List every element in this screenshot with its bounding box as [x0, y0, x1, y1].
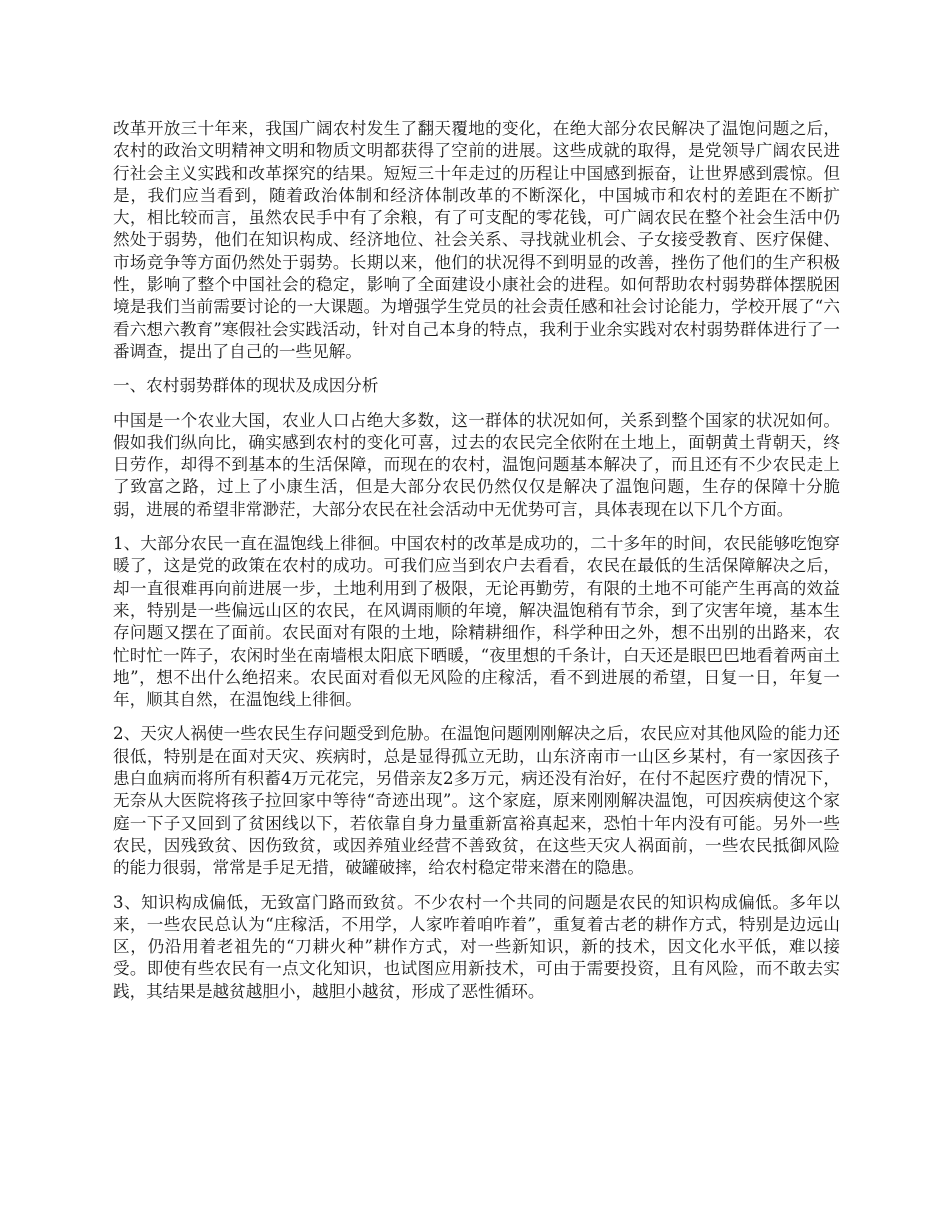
- point-3-paragraph: 3、知识构成偏低，无致富门路而致贫。不少农村一个共同的问题是农民的知识构成偏低。多年以来，一些农民总认为“庄稼活，不用学，人家咋着咱咋着”，重复着古老的耕作方式，特别是边远山区，仍沿用着老祖先的“刀耕火种”耕作方式，对一些新知识，新的技术，因文化水平低，难以接受。即使有些农民有一点文化知识，也试图应用新技术，可由于需要投资，且有风险，而不敢去实践，其结果是越贫越胆小，越胆小越贫，形成了恶性循环。: [113, 892, 840, 1001]
- point-1-paragraph: 1、大部分农民一直在温饱线上徘徊。中国农村的改革是成功的，二十多年的时间，农民能够吃饱穿暖了，这是党的政策在农村的成功。可我们应当到农户去看看，农民在最低的生活保障解决之后，却一直很难再向前进展一步，土地利用到了极限，无论再勤劳，有限的土地不可能产生再高的效益来，特别是一些偏远山区的农民，在风调雨顺的年境，解决温饱稍有节余，到了灾害年境，基本生存问题又摆在了面前。农民面对有限的土地，除精耕细作，科学种田之外，想不出别的出路来，农忙时忙一阵子，农闲时坐在南墙根太阳底下晒暖，“夜里想的千条计，白天还是眼巴巴地看着两亩土地”，想不出什么绝招来。农民面对看似无风险的庄稼活，看不到进展的希望，日复一日，年复一年，顺其自然，在温饱线上徘徊。: [113, 534, 840, 710]
- section-intro-paragraph: 中国是一个农业大国，农业人口占绝大多数，这一群体的状况如何，关系到整个国家的状况如何。假如我们纵向比，确实感到农村的变化可喜，过去的农民完全依附在土地上，面朝黄土背朝天，终日劳作，却得不到基本的生活保障，而现在的农村，温饱问题基本解决了，而且还有不少农民走上了致富之路，过上了小康生活，但是大部分农民仍然仅仅是解决了温饱问题，生存的保障十分脆弱，进展的希望非常渺茫，大部分农民在社会活动中无优势可言，具体表现在以下几个方面。: [113, 410, 840, 519]
- document-body: [113, 118, 840, 1015]
- section-heading: 一、农村弱势群体的现状及成因分析: [113, 376, 379, 396]
- point-2-paragraph: 2、天灾人祸使一些农民生存问题受到危胁。在温饱问题刚刚解决之后，农民应对其他风险的能力还很低，特别是在面对天灾、疾病时，总是显得孤立无助，山东济南市一山区乡某村，有一家因孩子患白血病而将所有积蓄4万元花完，另借亲友2多万元，病还没有治好，在付不起医疗费的情况下，无奈从大医院将孩子拉回家中等待“奇迹出现”。这个家庭，原来刚刚解决温饱，可因疾病使这个家庭一下子又回到了贫困线以下，若依靠自身力量重新富裕真起来，恐怕十年内没有可能。另外一些农民，因残致贫、因伤致贫，或因养殖业经营不善致贫，在这些天灾人祸面前，一些农民抵御风险的能力很弱，常常是手足无措，破罐破摔，给农村稳定带来潜在的隐患。: [113, 724, 840, 878]
- intro-paragraph: 改革开放三十年来，我国广阔农村发生了翻天覆地的变化，在绝大部分农民解决了温饱问题之后，农村的政治文明精神文明和物质文明都获得了空前的进展。这些成就的取得，是党领导广阔农民进行社会主义实践和改革探究的结果。短短三十年走过的历程让中国感到振奋，让世界感到震惊。但是，我们应当看到，随着政治体制和经济体制改革的不断深化，中国城市和农村的差距在不断扩大，相比较而言，虽然农民手中有了余粮，有了可支配的零花钱，可广阔农民在整个社会生活中仍然处于弱势，他们在知识构成、经济地位、社会关系、寻找就业机会、子女接受教育、医疗保健、市场竞争等方面仍然处于弱势。长期以来，他们的状况得不到明显的改善，挫伤了他们的生产积极性，影响了整个中国社会的稳定，影响了全面建设小康社会的进程。如何帮助农村弱势群体摆脱困境是我们当前需要讨论的一大课题。为增强学生党员的社会责任感和社会讨论能力，学校开展了“六看六想六教育”寒假社会实践活动，针对自己本身的特点，我利于业余实践对农村弱势群体进行了一番调查，提出了自己的一些见解。: [113, 119, 840, 361]
